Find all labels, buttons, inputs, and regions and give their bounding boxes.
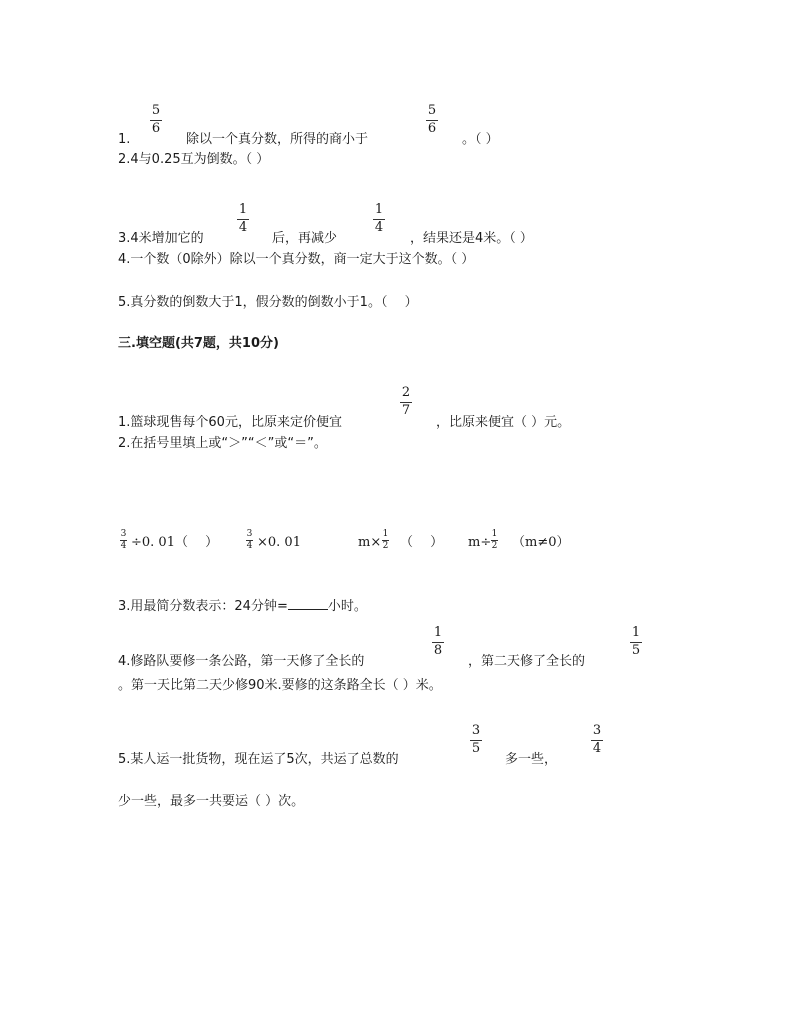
denominator: 6 <box>427 121 437 136</box>
q3-text-a: 3.4米增加它的 <box>118 231 204 246</box>
compare-d-condition: （m≠0） <box>512 535 570 550</box>
denominator: 2 <box>491 541 498 551</box>
denominator: 5 <box>631 643 641 658</box>
denominator: 2 <box>382 541 389 551</box>
f3-text-a: 3.用最简分数表示：24分钟= <box>118 599 288 614</box>
compare-c-prefix: m× <box>358 535 382 550</box>
numerator: 5 <box>427 103 437 118</box>
numerator: 3 <box>471 723 481 738</box>
f5-fraction-a <box>470 724 482 756</box>
f5-fraction-b <box>591 724 603 756</box>
f4-line2: 。第一天比第二天少修90米.要修的这条路全长（ ）米。 <box>118 678 442 693</box>
q5-text: 5.真分数的倒数大于1，假分数的倒数小于1。（ ） <box>118 295 418 310</box>
numerator: 2 <box>401 385 411 400</box>
numerator: 1 <box>433 625 443 640</box>
compare-b-fraction <box>246 530 253 551</box>
numerator: 1 <box>631 625 641 640</box>
compare-a-fraction <box>120 530 127 551</box>
denominator: 4 <box>592 741 602 756</box>
q3-fraction-a <box>237 203 249 235</box>
numerator: 3 <box>592 723 602 738</box>
numerator: 3 <box>120 529 127 539</box>
q1-fraction-b <box>426 104 438 136</box>
section-heading: 三.填空题(共7题，共10分) <box>118 336 279 351</box>
denominator: 4 <box>246 541 253 551</box>
numerator: 5 <box>151 103 161 118</box>
q3-text-c: ，结果还是4米。（ ） <box>410 231 533 246</box>
answer-blank[interactable] <box>288 597 328 610</box>
numerator: 1 <box>382 529 389 539</box>
denominator: 7 <box>401 403 411 418</box>
q1-text-a: 除以一个真分数，所得的商小于 <box>186 132 369 147</box>
denominator: 8 <box>433 643 443 658</box>
f3-line <box>118 597 367 615</box>
f4-text-b: ，第二天修了全长的 <box>468 654 586 669</box>
q1-text-b: 。（ ） <box>462 132 499 147</box>
compare-a-expression: ÷0. 01（ ） <box>131 535 219 550</box>
numerator: 1 <box>374 202 384 217</box>
denominator: 4 <box>120 541 127 551</box>
q3-text-b: 后，再减少 <box>272 231 338 246</box>
denominator: 4 <box>374 220 384 235</box>
numerator: 1 <box>238 202 248 217</box>
f2-text: 2.在括号里填上或“＞”“＜”或“＝”。 <box>118 436 327 451</box>
f5-text-b: 多一些， <box>505 752 558 767</box>
compare-d-fraction <box>491 530 498 551</box>
f1-text-a: 1.篮球现售每个60元，比原来定价便宜 <box>118 415 342 430</box>
compare-b-expression: ×0. 01 <box>257 535 301 550</box>
q3-fraction-b <box>373 203 385 235</box>
f5-line2: 少一些，最多一共要运（ ）次。 <box>118 794 305 809</box>
denominator: 5 <box>471 741 481 756</box>
f5-text-a: 5.某人运一批货物，现在运了5次，共运了总数的 <box>118 752 399 767</box>
compare-d-prefix: m÷ <box>468 535 492 550</box>
q2-text: 2.4与0.25互为倒数。（ ） <box>118 152 270 167</box>
denominator: 4 <box>238 220 248 235</box>
numerator: 3 <box>246 529 253 539</box>
numerator: 1 <box>491 529 498 539</box>
q1-fraction-a <box>150 104 162 136</box>
f1-text-b: ，比原来便宜（ ）元。 <box>436 415 571 430</box>
f1-fraction <box>400 386 412 418</box>
q1-number: 1. <box>118 132 131 147</box>
f3-text-b: 小时。 <box>327 599 367 614</box>
compare-c-fraction <box>382 530 389 551</box>
q4-text: 4.一个数（0除外）除以一个真分数，商一定大于这个数。（ ） <box>118 252 475 267</box>
compare-c-bracket: （ ） <box>400 535 444 550</box>
denominator: 6 <box>151 121 161 136</box>
f4-fraction-a <box>432 626 444 658</box>
f4-fraction-b <box>630 626 642 658</box>
f4-text-a: 4.修路队要修一条公路，第一天修了全长的 <box>118 654 365 669</box>
